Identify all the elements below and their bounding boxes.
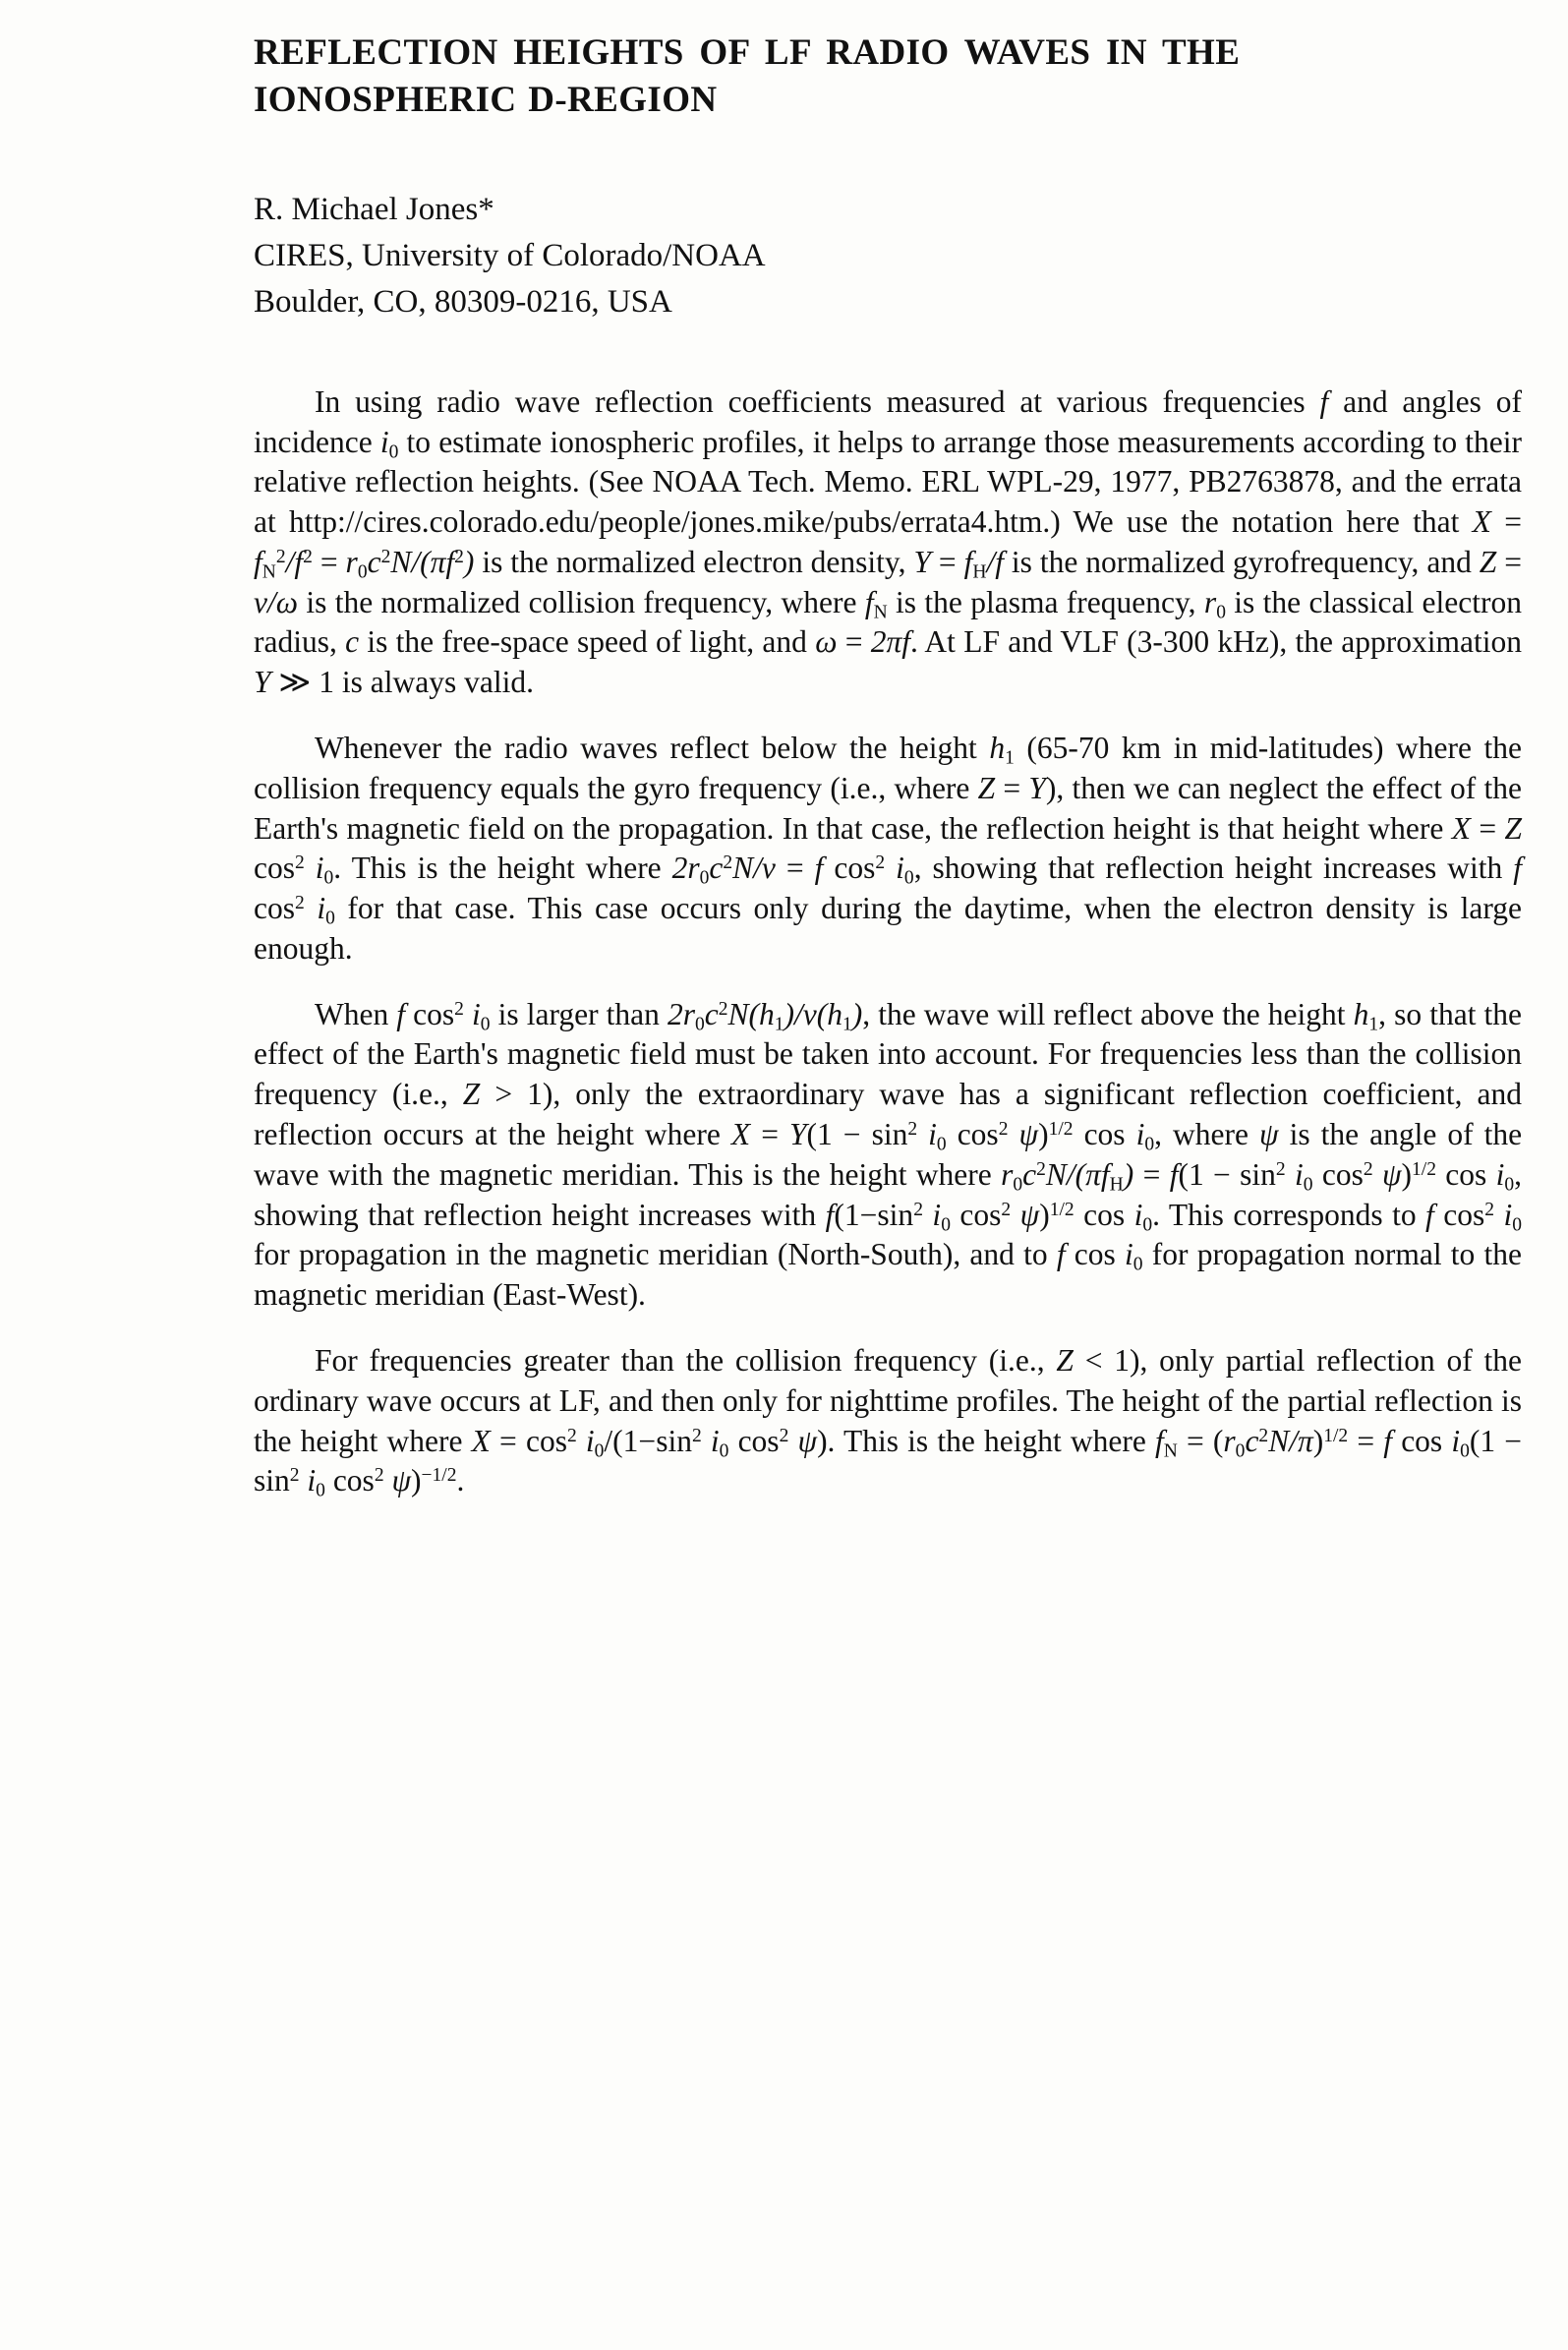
page-title bbox=[254, 29, 1522, 124]
title-line-2: IONOSPHERIC D-REGION bbox=[254, 80, 718, 121]
author-name: R. Michael Jones* bbox=[254, 192, 494, 228]
body-paragraph-3: When f $\cos^2 i_0$ is larger than $2r_0c^2N(h_1)/\nu(h_1)$, the wave will reflect above the height $h_1$, so that the effect of the Earth's magnetic field must be taken into account. For frequencies less than the collision frequency (i.e., Z > 1), only the extraordinary wave has a significant reflection coefficient, and reflection occurs at the height where $X = Y(1 - \sin^2 i_0$ $\cos^2 \psi)^{1/2}$ $\cos i_0$, where ψ is the angle of the wave with the magnetic meridian. This is the height where $r_0c^2N/(\pi f_H) = f(1 - \sin^2 i_0$ $\cos^2 \psi)^{1/2}$ $\cos i_0$, showing that reflection height increases with $f(1-\sin^2$ $i_0$ $\cos^2 \psi)^{1/2}$ $\cos i_0$. This corresponds to f $\cos^2 i_0$ for propagation in the magnetic meridian (North-South), and to f $\cos i_0$ for propagation normal to the magnetic meridian (East-West). bbox=[254, 996, 1523, 1313]
paper-content bbox=[254, 29, 1522, 1501]
author-block bbox=[254, 187, 1522, 325]
body-paragraph-4: For frequencies greater than the collision frequency (i.e., Z < 1), only partial reflection of the ordinary wave occurs at LF, and then only for nighttime profiles. The height of the partial reflection is the height where $X = \cos^2 i_0/(1-\sin^2$ $i_0$ $\cos^2 \psi$). This is the height where $f_N = (r_0c^2N/\pi)^{1/2} = f$ $\cos i_0(1 - \sin^2 i_0$ $\cos^2 \psi)^{-1/2}$. bbox=[254, 1342, 1523, 1501]
affiliation-line-1: CIRES, University of Colorado/NOAA bbox=[254, 238, 766, 274]
body-paragraph-1: In using radio wave reflection coefficients measured at various frequencies f and angles of incidence $i_0$ to estimate ionospheric profiles, it helps to arrange those measurements according to their relative reflection heights. (See NOAA Tech. Memo. ERL WPL-29, 1977, PB2763878, and the errata at http://cires.colorado.edu/people/jones.mike/pubs/errata4.htm.) We use the notation here that $X = f_N^2/f^2 = r_0c^2N/(\pi f^2)$ is the normalized electron density, $Y = f_H/f$ is the normalized gyrofrequency, and Z = ν/ω is the normalized collision frequency, where $f_N$ is the plasma frequency, $r_0$ is the classical electron radius, c is the free-space speed of light, and ω = 2πf. At LF and VLF (3-300 kHz), the approximation Y ≫ 1 is always valid. bbox=[254, 383, 1523, 700]
body-paragraph-2: Whenever the radio waves reflect below the height $h_1$ (65-70 km in mid-latitudes) where the collision frequency equals the gyro frequency (i.e., where Z = Y), then we can neglect the effect of the Earth's magnetic field on the propagation. In that case, the reflection height is that height where X = Z $\cos^2 i_0$. This is the height where $2r_0c^2N/\nu = f$ $\cos^2 i_0$, showing that reflection height increases with f $\cos^2 i_0$ for that case. This case occurs only during the daytime, when the electron density is large enough. bbox=[254, 731, 1523, 966]
affiliation-line-2: Boulder, CO, 80309-0216, USA bbox=[254, 283, 672, 320]
title-line-1: REFLECTION HEIGHTS OF LF RADIO WAVES IN THE bbox=[254, 32, 1241, 73]
